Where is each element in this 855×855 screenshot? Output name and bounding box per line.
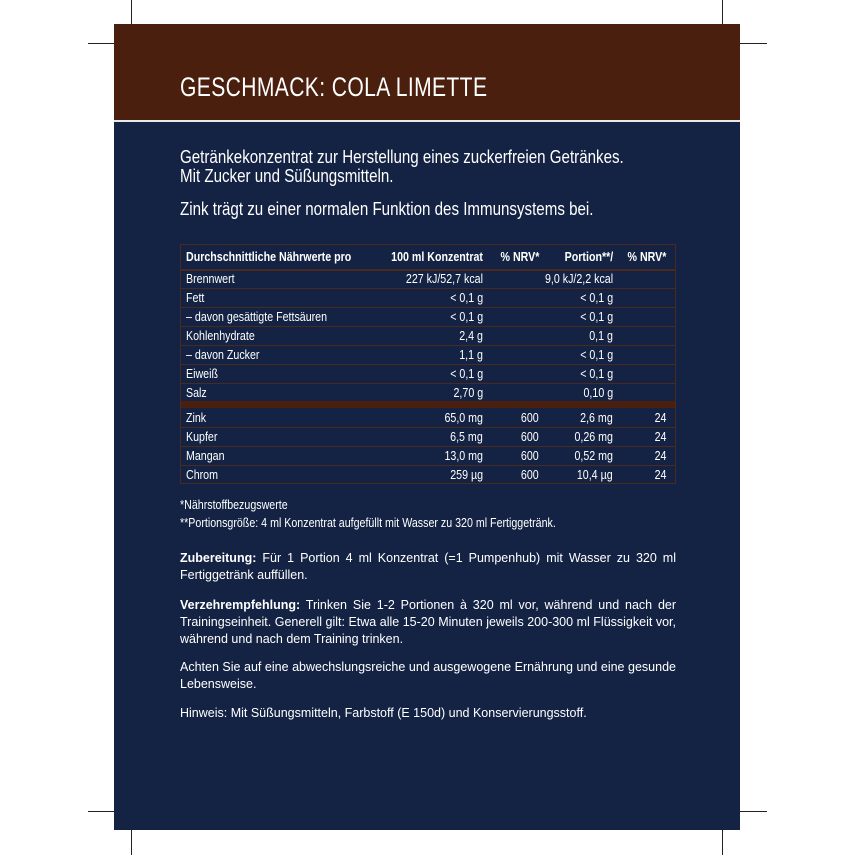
- table-cell: 2,6 mg: [580, 410, 613, 425]
- table-row: [181, 447, 675, 466]
- table-cell: 65,0 mg: [444, 410, 483, 425]
- table-cell: < 0,1 g: [580, 347, 613, 362]
- recommendation-paragraph: [180, 597, 676, 648]
- table-cell: Mangan: [186, 448, 225, 463]
- hint-note: Hinweis: Mit Süßungsmitteln, Farbstoff (E 150d) und Konservierungsstoff.: [180, 706, 587, 720]
- table-cell: 600: [521, 429, 539, 444]
- table-cell: 259 µg: [450, 467, 483, 482]
- diet-note: Achten Sie auf eine abwechslungsreiche und ausgewogene Ernährung und eine gesunde Lebensweise.: [180, 660, 676, 691]
- table-cell: < 0,1 g: [450, 366, 483, 381]
- preparation-text: Für 1 Portion 4 ml Konzentrat (=1 Pumpenhub) mit Wasser zu 320 ml Fertiggetränk auffüllen.: [180, 551, 676, 582]
- header-cell: % NRV*: [627, 249, 666, 264]
- footnote-portion: **Portionsgröße: 4 ml Konzentrat aufgefüllt mit Wasser zu 320 ml Fertiggetränk.: [180, 515, 556, 530]
- table-row: [181, 270, 675, 289]
- preparation-paragraph: [180, 550, 676, 584]
- table-cell: 1,1 g: [459, 347, 483, 362]
- table-cell: 0,1 g: [589, 328, 613, 343]
- flavor-header: [114, 24, 740, 120]
- table-row: [181, 308, 675, 327]
- table-cell: 24: [654, 448, 666, 463]
- table-cell: Fett: [186, 290, 205, 305]
- footnote-nrv: *Nährstoffbezugswerte: [180, 497, 288, 512]
- table-cell: Chrom: [186, 467, 218, 482]
- recommendation-label: Verzehrempfehlung:: [180, 598, 301, 612]
- description-line-1: Getränkekonzentrat zur Herstellung eines zuckerfreien Getränkes.: [180, 147, 624, 167]
- table-cell: 600: [521, 467, 539, 482]
- table-cell: 2,4 g: [459, 328, 483, 343]
- table-cell: 6,5 mg: [450, 429, 483, 444]
- table-cell: < 0,1 g: [450, 290, 483, 305]
- table-row: [181, 346, 675, 365]
- table-cell: Salz: [186, 385, 207, 400]
- table-cell: < 0,1 g: [580, 309, 613, 324]
- header-cell: Durchschnittliche Nährwerte pro: [186, 249, 352, 264]
- table-cell: 24: [654, 429, 666, 444]
- header-cell: Portion**/: [564, 249, 613, 264]
- nutrition-table: [180, 244, 676, 484]
- table-row: [181, 409, 675, 428]
- table-cell: 0,10 g: [583, 385, 613, 400]
- table-row: [181, 466, 675, 485]
- header-cell: 100 ml Konzentrat: [391, 249, 483, 264]
- table-cell: 0,26 mg: [574, 429, 613, 444]
- table-cell: 10,4 µg: [577, 467, 613, 482]
- table-cell: Kupfer: [186, 429, 218, 444]
- table-cell: Eiweiß: [186, 366, 218, 381]
- preparation-label: Zubereitung:: [180, 551, 257, 565]
- recommendation-text: Trinken Sie 1-2 Portionen à 320 ml vor, während und nach der Trainingseinheit. Generell gilt: Etwa alle 15-20 Minuten jeweils 200-300 ml Flüssigkeit vor, während und nach dem Training trinken.: [180, 598, 677, 646]
- table-cell: Kohlenhydrate: [186, 328, 255, 343]
- table-cell: 600: [521, 448, 539, 463]
- table-cell: 24: [654, 467, 666, 482]
- table-cell: – davon gesättigte Fettsäuren: [186, 309, 328, 324]
- table-row: [181, 365, 675, 384]
- header-divider: [114, 120, 740, 122]
- table-cell: 24: [654, 410, 666, 425]
- table-cell: < 0,1 g: [580, 366, 613, 381]
- table-cell: Brennwert: [186, 271, 235, 286]
- table-row: [181, 289, 675, 308]
- table-row: [181, 428, 675, 447]
- table-cell: 2,70 g: [453, 385, 483, 400]
- table-header: [181, 245, 675, 271]
- table-cell: 13,0 mg: [444, 448, 483, 463]
- table-cell: 600: [521, 410, 539, 425]
- table-cell: 227 kJ/52,7 kcal: [405, 271, 483, 286]
- table-cell: < 0,1 g: [580, 290, 613, 305]
- table-cell: Zink: [186, 410, 207, 425]
- description-line-2: Mit Zucker und Süßungsmitteln.: [180, 166, 394, 186]
- header-cell: % NRV*: [500, 249, 539, 264]
- table-row: [181, 327, 675, 346]
- table-cell: – davon Zucker: [186, 347, 260, 362]
- section-divider: [181, 401, 675, 408]
- table-cell: 0,52 mg: [574, 448, 613, 463]
- flavor-title: GESCHMACK: COLA LIMETTE: [180, 72, 488, 102]
- table-cell: < 0,1 g: [450, 309, 483, 324]
- health-claim: Zink trägt zu einer normalen Funktion des Immunsystems bei.: [180, 199, 594, 219]
- product-description: [180, 148, 624, 186]
- label-panel: [114, 24, 740, 830]
- table-cell: 9,0 kJ/2,2 kcal: [544, 271, 613, 286]
